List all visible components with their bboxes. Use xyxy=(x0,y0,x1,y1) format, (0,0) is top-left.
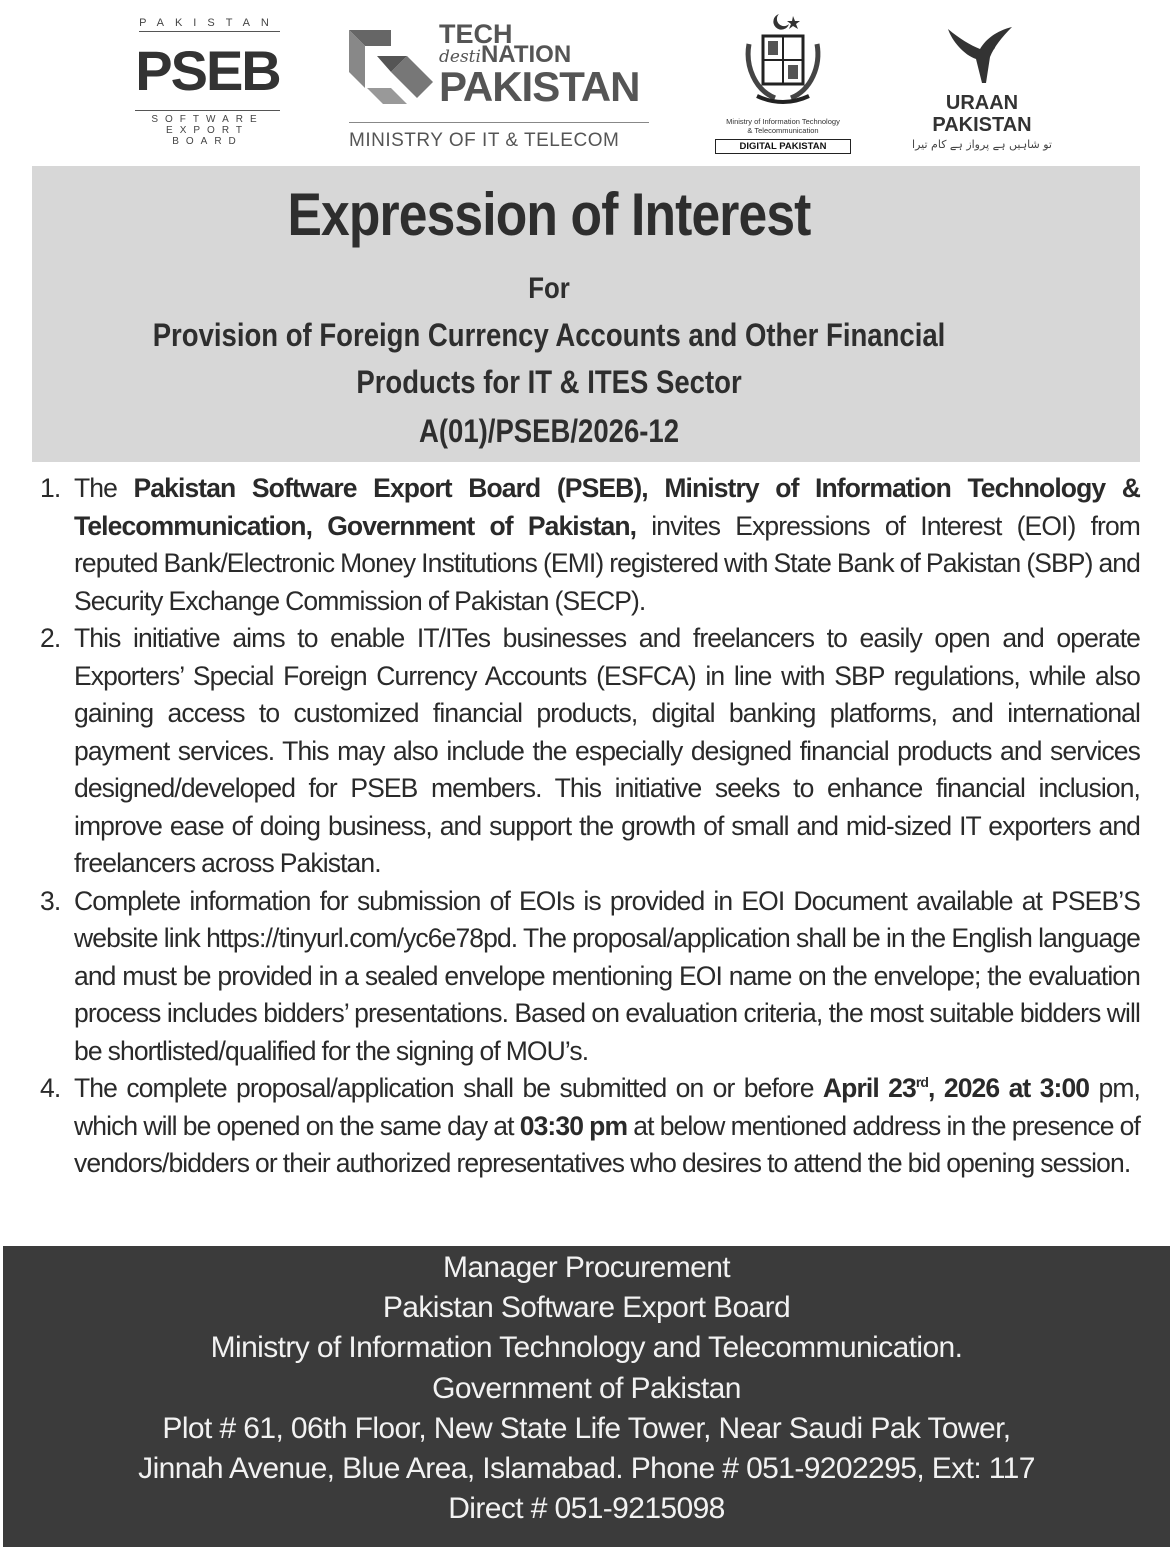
paragraph-number: 4. xyxy=(40,1073,61,1103)
tech-logo-divider xyxy=(349,122,649,123)
contact-panel xyxy=(3,1246,1170,1547)
title-for: For xyxy=(528,272,570,305)
contact-line4: Government of Pakistan xyxy=(432,1371,741,1405)
organization-name: Pakistan Software Export Board (PSEB), Ministry of Information Technology & Telecommunication, Government of Pakistan, xyxy=(74,473,1140,541)
page-title: Expression of Interest xyxy=(287,181,811,248)
uraan-line2: PAKISTAN xyxy=(932,114,1032,136)
moitt-logo xyxy=(707,10,859,155)
subtitle-line2: Products for IT & ITES Sector xyxy=(356,364,742,400)
contact-line2: Pakistan Software Export Board xyxy=(382,1291,791,1325)
uraan-urdu-slogan: تو شاہیں ہے پرواز ہے کام تیرا xyxy=(912,138,1052,151)
subtitle-line1: Provision of Foreign Currency Accounts and Other Financial xyxy=(152,317,946,353)
pseb-logo xyxy=(135,17,280,152)
paragraph-3: 3. Complete information for submission of EOIs is provided in EOI Document available at PSEB’S website link https://tinyurl.com/yc6e78pd. The proposal/application shall be in the English language and must be provided in a sealed envelope mentioning EOI name on the envelope; the evaluation process includes bidders’ presentations. Based on evaluation criteria, the most suitable bidders will be shortlisted/qualified for the signing of MOU’s. xyxy=(28,883,1140,1071)
tech-destination-emblem-icon xyxy=(347,26,435,116)
paragraph-number: 3. xyxy=(40,885,61,916)
pseb-logo-main-text: PSEB xyxy=(135,39,280,102)
paragraph-number: 1. xyxy=(40,473,61,503)
uraan-line1: URAAN xyxy=(945,92,1019,114)
tech-logo-line2: destiNATION xyxy=(439,41,572,68)
pseb-logo-sub-line1: SOFTWARE xyxy=(135,110,280,125)
digital-pakistan-badge: DIGITAL PAKISTAN xyxy=(715,139,852,154)
tech-logo-line1: TECH xyxy=(439,19,513,49)
title-panel xyxy=(32,166,1140,462)
eoi-body xyxy=(28,470,1140,1183)
paragraph-2: 2. This initiative aims to enable IT/ITes businesses and freelancers to easily open and operate Exporters’ Special Foreign Currency Accounts (ESFCA) in line with SBP regulations, while also gaining access to customized financial products, digital banking platforms, and international payment services. This may also include the especially designed financial products and services designed/developed for PSEB members. This initiative seeks to enhance financial inclusion, improve ease of doing business, and support the growth of small and mid-sized IT exporters and freelancers across Pakistan. xyxy=(28,620,1140,883)
reference-number: A(01)/PSEB/2026-12 xyxy=(418,413,680,449)
pseb-logo-top-text: PAKISTAN xyxy=(139,17,280,32)
moitt-caption-line1: Ministry of Information Technology xyxy=(726,117,840,126)
tech-logo-ministry: MINISTRY OF IT & TELECOM xyxy=(349,130,620,151)
opening-time: 03:30 pm xyxy=(519,1110,628,1141)
uraan-pakistan-logo xyxy=(912,25,1052,155)
contact-line1: Manager Procurement xyxy=(442,1251,731,1284)
state-emblem-icon xyxy=(741,10,825,110)
paragraph-number: 2. xyxy=(40,623,61,653)
logo-strip xyxy=(0,0,1170,165)
moitt-caption-line2: & Telecommunication xyxy=(747,126,819,135)
paragraph-4: 4. The complete proposal/application shall be submitted on or before April 23rd, 2026 at 3:00 pm, which will be opened on the same day at 03:30 pm at below mentioned address in the presence of vendors/bidders or their authorized representatives who desires to attend the bid opening session. xyxy=(28,1070,1140,1183)
eagle-icon xyxy=(942,25,1022,87)
contact-line3: Ministry of Information Technology and Telecommunication. xyxy=(210,1331,963,1365)
tech-destination-logo xyxy=(347,20,652,155)
contact-line6: Jinnah Avenue, Blue Area, Islamabad. Phone # 051-9202295, Ext: 117 xyxy=(138,1452,1035,1486)
pseb-logo-sub-line2: EXPORT BOARD xyxy=(166,125,249,147)
tech-logo-line3: PAKISTAN xyxy=(439,63,640,110)
contact-line5: Plot # 61, 06th Floor, New State Life Tower, Near Saudi Pak Tower, xyxy=(162,1411,1011,1445)
contact-line7: Direct # 051-9215098 xyxy=(448,1492,725,1526)
deadline-date: April 23rd, 2026 at 3:00 xyxy=(822,1073,1090,1103)
paragraph-1: 1. The Pakistan Software Export Board (PSEB), Ministry of Information Technology & Telecommunication, Government of Pakistan, invites Expressions of Interest (EOI) from reputed Bank/Electronic Money Institutions (EMI) registered with State Bank of Pakistan (SBP) and Security Exchange Commission of Pakistan (SECP). xyxy=(28,470,1140,620)
